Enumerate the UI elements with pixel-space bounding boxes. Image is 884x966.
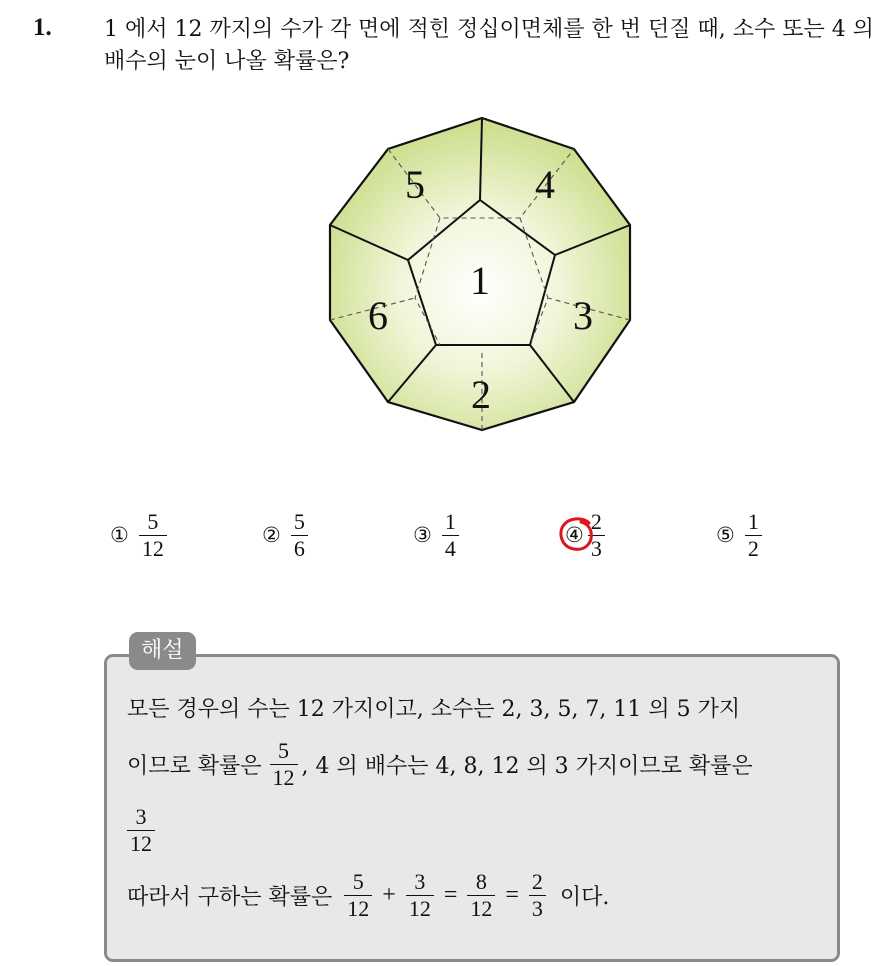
numerator: 2	[531, 868, 543, 894]
numerator: 5	[147, 508, 159, 534]
choice-fraction	[442, 509, 459, 562]
denominator: 3	[588, 535, 605, 562]
solution-fraction	[529, 869, 546, 922]
solution-text: 이다.	[559, 884, 610, 910]
numerator: 8	[475, 868, 487, 894]
denominator: 12	[127, 830, 155, 857]
denominator: 12	[344, 895, 372, 922]
denominator: 12	[139, 535, 167, 562]
denominator: 3	[529, 895, 546, 922]
face-label-3: 3	[573, 293, 593, 338]
solution-line-3	[127, 801, 159, 859]
denominator: 6	[291, 535, 308, 562]
numerator: 2	[590, 508, 602, 534]
choice-3[interactable]	[413, 500, 459, 570]
choice-fraction	[139, 509, 167, 562]
numerator: 1	[444, 508, 456, 534]
equals-sign: =	[505, 881, 519, 908]
numerator: 3	[414, 868, 426, 894]
choice-1[interactable]	[110, 500, 167, 570]
numerator: 5	[293, 508, 305, 534]
choice-mark: ②	[262, 523, 281, 547]
solution-text: 이므로 확률은	[127, 753, 262, 779]
solution-tag: 해설	[129, 632, 196, 670]
question-text: 1 에서 12 까지의 수가 각 면에 적힌 정십이면체를 한 번 던질 때, 소수 또는 4 의 배수의 눈이 나올 확률은?	[104, 17, 874, 74]
face-label-2: 2	[471, 372, 491, 417]
solution-line-1: 모든 경우의 수는 12 가지이고, 소수는 2, 3, 5, 7, 11 의 5 가지	[127, 696, 741, 722]
question-number: 1.	[33, 14, 52, 41]
choice-mark: ①	[110, 523, 129, 547]
equals-sign: =	[443, 881, 458, 908]
solution-fraction	[344, 869, 372, 922]
face-label-5: 5	[405, 162, 425, 207]
denominator: 12	[467, 895, 495, 922]
face-label-6: 6	[368, 293, 388, 338]
plus-sign: +	[382, 881, 396, 908]
choice-mark	[565, 523, 584, 547]
choice-fraction	[588, 509, 605, 562]
denominator: 12	[270, 764, 298, 791]
dodecahedron-figure	[318, 108, 648, 443]
denominator: 4	[442, 535, 459, 562]
choice-mark: ③	[413, 523, 432, 547]
choice-mark-text: ④	[565, 523, 584, 547]
solution-fraction	[127, 804, 155, 857]
solution-text: , 4 의 배수는 4, 8, 12 의 3 가지이므로 확률은	[301, 753, 753, 779]
solution-line-4	[127, 866, 609, 924]
solution-fraction	[270, 738, 298, 791]
solution-text: 따라서 구하는 확률은	[127, 884, 333, 910]
denominator: 2	[745, 535, 762, 562]
choice-mark: ⑤	[716, 523, 735, 547]
numerator: 5	[352, 868, 364, 894]
numerator: 3	[135, 803, 147, 829]
choice-5[interactable]	[716, 500, 762, 570]
solution-fraction	[406, 869, 434, 922]
denominator: 12	[406, 895, 434, 922]
numerator: 1	[747, 508, 759, 534]
choice-4[interactable]	[565, 500, 605, 570]
numerator: 5	[278, 737, 290, 763]
face-label-1: 1	[470, 258, 490, 303]
face-label-4: 4	[535, 162, 555, 207]
solution-line-2	[127, 735, 753, 793]
choice-fraction	[745, 509, 762, 562]
choice-2[interactable]	[262, 500, 308, 570]
answer-choices	[0, 500, 884, 570]
choice-fraction	[291, 509, 308, 562]
solution-fraction	[467, 869, 495, 922]
